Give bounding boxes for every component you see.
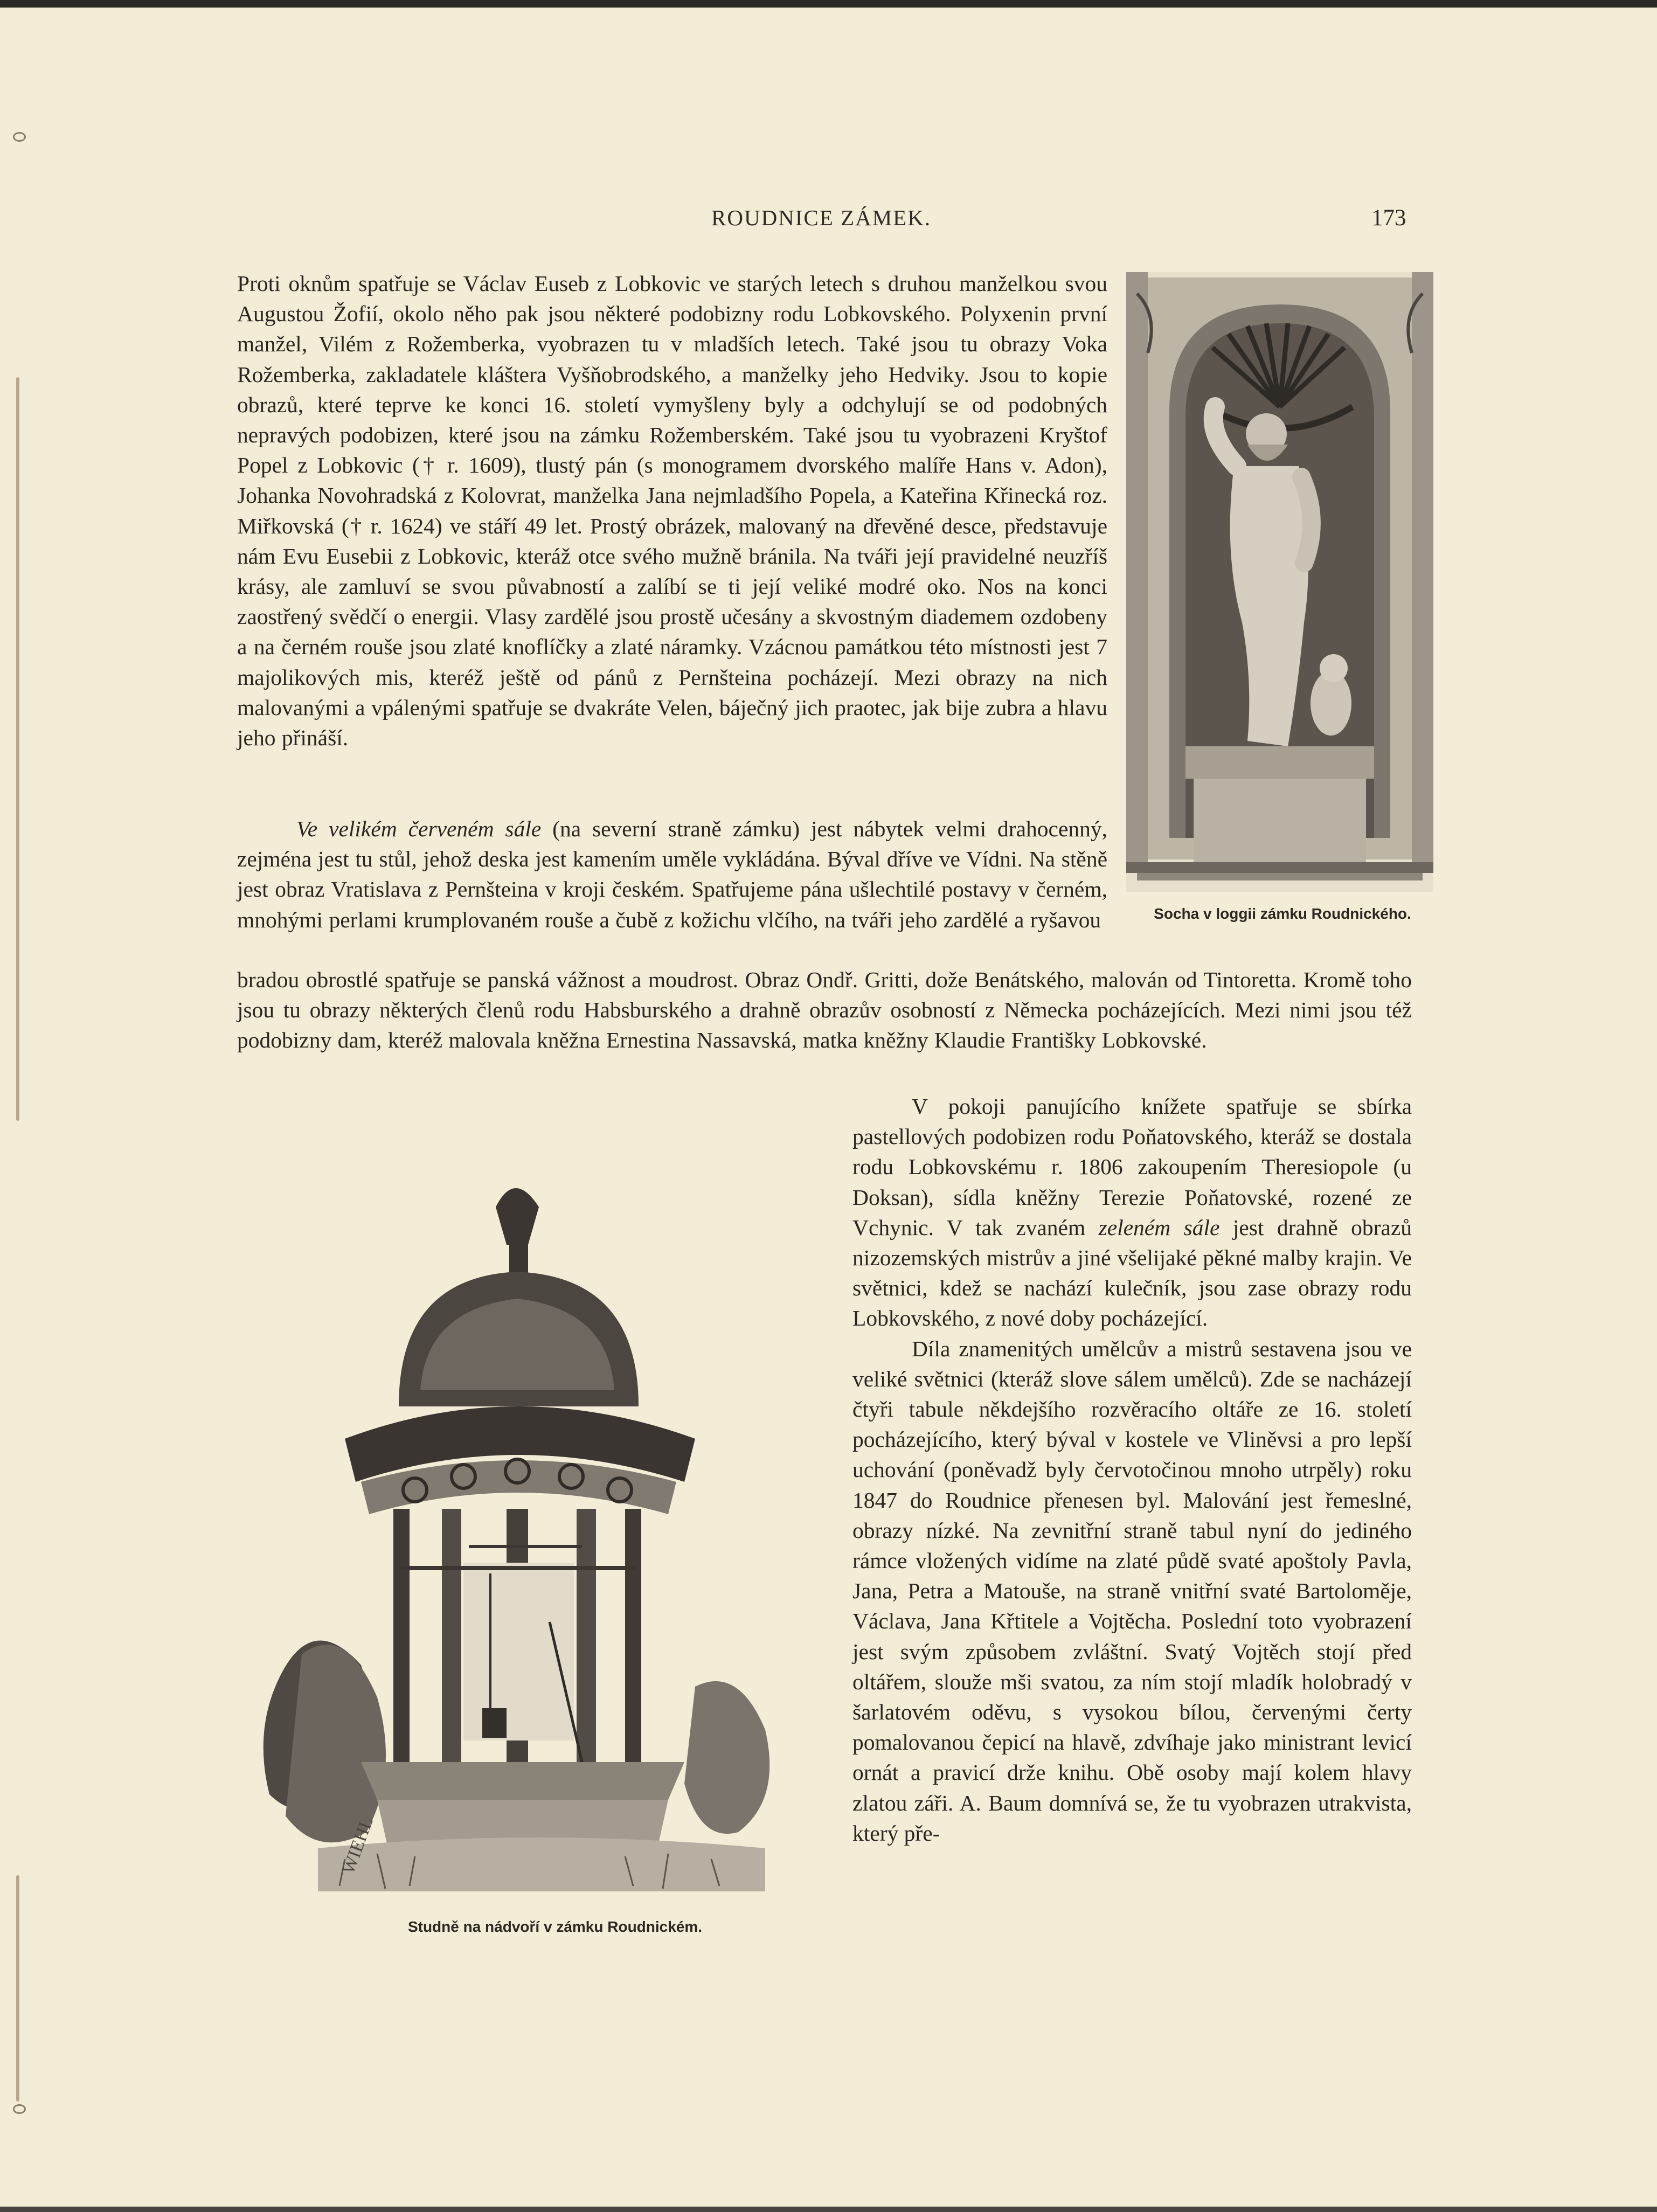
binding-string-lower <box>16 1875 19 2102</box>
paragraph-2 <box>237 814 1107 935</box>
right-column <box>852 1091 1412 1848</box>
statue-illustration <box>1126 272 1433 892</box>
scan-top-edge <box>0 0 1657 8</box>
binding-string <box>16 377 19 1121</box>
binding-hole <box>13 132 26 142</box>
artist-signature: WIEHL <box>338 1814 377 1877</box>
page-number: 173 <box>1371 205 1406 231</box>
emphasis-red-hall: Ve velikém červeném sále <box>296 816 542 841</box>
well-illustration <box>237 1137 830 1913</box>
running-title: ROUDNICE ZÁMEK. <box>711 205 932 230</box>
paragraph-1: Proti oknům spatřuje se Václav Euseb z Lobkovic ve starých letech s druhou manželkou svou Augustou Žofií, okolo něho pak jsou některé podobizny rodu Lobkovského. Polyxenin první manžel, Vilém z Rožemberka, vyobrazen tu v mladších letech. Také jsou tu obrazy Voka Rožemberka, zakladatele kláštera Vyšňobrodského, a manželky jeho Hedviky. Jsou to kopie obrazů, které teprve ke konci 16. století vymyšleny byly a odchylují se od podobných nepravých podobizen, které jsou na zámku Rožemberském. Také jsou tu vyobrazeni Kryštof Popel z Lobkovic († r. 1609), tlustý pán (s monogramem dvorského malíře Hans v. Adon), Johanka Novohradská z Kolovrat, manželka Jana nejmladšího Popela, a Kateřina Křinecká roz. Miřkovská († r. 1624) ve stáří 49 let. Prostý obrázek, malovaný na dřevěné desce, představuje nám Evu Eusebii z Lobkovic, kteráž otce svého mužně bránila. Na tváři její pravidelné neuzříš krásy, ale zamluví se svou půvabností a zalíbí se ti její veliké modré oko. Nos na konci zaostřený svědčí o energii. Vlasy zardělé jsou prostě učesány a skvostným diademem ozdobeny a na černém rouše jsou zlaté knoflíčky a zlaté náramky. Vzácnou památkou této místnosti jest 7 majolikových mis, kteréž ještě od pánů z Pernšteina pocházejí. Mezi obrazy na nich malovanými a vpálenými spatřuje se dvakráte Velen, báječný jich praotec, jak bije zubra a hlavu jeho přináší. <box>237 271 1107 751</box>
statue-caption: Socha v loggii zámku Roudnického. <box>1154 905 1411 922</box>
emphasis-green-hall: zeleném sále <box>1098 1215 1220 1240</box>
paragraph-3: V pokoji panujícího knížete spatřuje se sbírka pastellových podobizen rodu Poňatovského, kteráž se dostala rodu Lobkovskému r. 1806 zakoupením Theresiopole (u Doksan), sídla kněžny Terezie Poňatovské, rozené ze Vchynic. V tak zvaném zeleném sále jest drahně obrazů nizozemských mistrův a jiné všelijaké pěkné malby krajin. Ve světnici, kdež se nachází kulečník, jsou zase obrazy rodu Lobkovského, z nové doby pocházející. <box>852 1094 1412 1331</box>
well-caption: Studně na nádvoří v zámku Roudnickém. <box>407 1918 703 1935</box>
scan-bottom-edge <box>0 2207 1657 2212</box>
paragraph-2-text: (na severní straně zámku) jest nábytek velmi drahocenný, zejména jest tu stůl, jehož deska jest kamením uměle vykládána. Býval dříve ve Vídni. Na stěně jest obraz Vratislava z Pernšteina v kroji českém. Spatřujeme pána ušlechtilé postavy v černém, mnohými perlami krumplovaném rouše a čubě z kožichu vlčího, na tváři jeho zardělé a ryšavou <box>237 816 1107 932</box>
binding-hole <box>13 2104 26 2114</box>
paragraph-4: Díla znamenitých umělcův a mistrů sestavena jsou ve veliké světnici (kteráž slove sálem umělců). Zde se nacházejí čtyři tabule někdejšího rozvěracího oltáře ze 16. století pocházejícího, který býval v kostele ve Vliněvsi a pro lepší uchování (poněvadž byly červotočinou mnoho utrpěly) roku 1847 do Roudnice přenesen byl. Malování jest řemeslné, obrazy nízké. Na zevnitřní straně tabul nyní do jediného rámce vložených vidíme na zlaté půdě svaté apoštoly Pavla, Jana, Petra a Matouše, na straně vnitřní svaté Bartoloměje, Václava, Jana Křtitele a Vojtěcha. Poslední toto vyobrazení jest svým způsobem zvláštní. Svatý Vojtěch stojí před oltářem, slouže mši svatou, za ním stojí mladík holobradý v šarlatovém oděvu, s vysokou bílou, červenými čerty pomalovanou čepicí na hlavě, zdvíhaje jako ministrant levicí ornát a pravicí drže knihu. Obě osoby mají kolem hlavy zlatou záři. A. Baum domnívá se, že tu vyobrazen utrakvista, který pře- <box>852 1336 1412 1846</box>
paragraph-2-continued: bradou obrostlé spatřuje se panská vážnost a moudrost. Obraz Ondř. Gritti, dože Benátského, malován od Tintoretta. Kromě toho jsou tu obrazy některých členů rodu Habsburského a drahně obrazův osobností z Německa pocházejících. Mezi nimi jsou též podobizny dam, kteréž malovala kněžna Ernestina Nassavská, matka kněžny Klaudie Františky Lobkovské. <box>237 967 1412 1053</box>
